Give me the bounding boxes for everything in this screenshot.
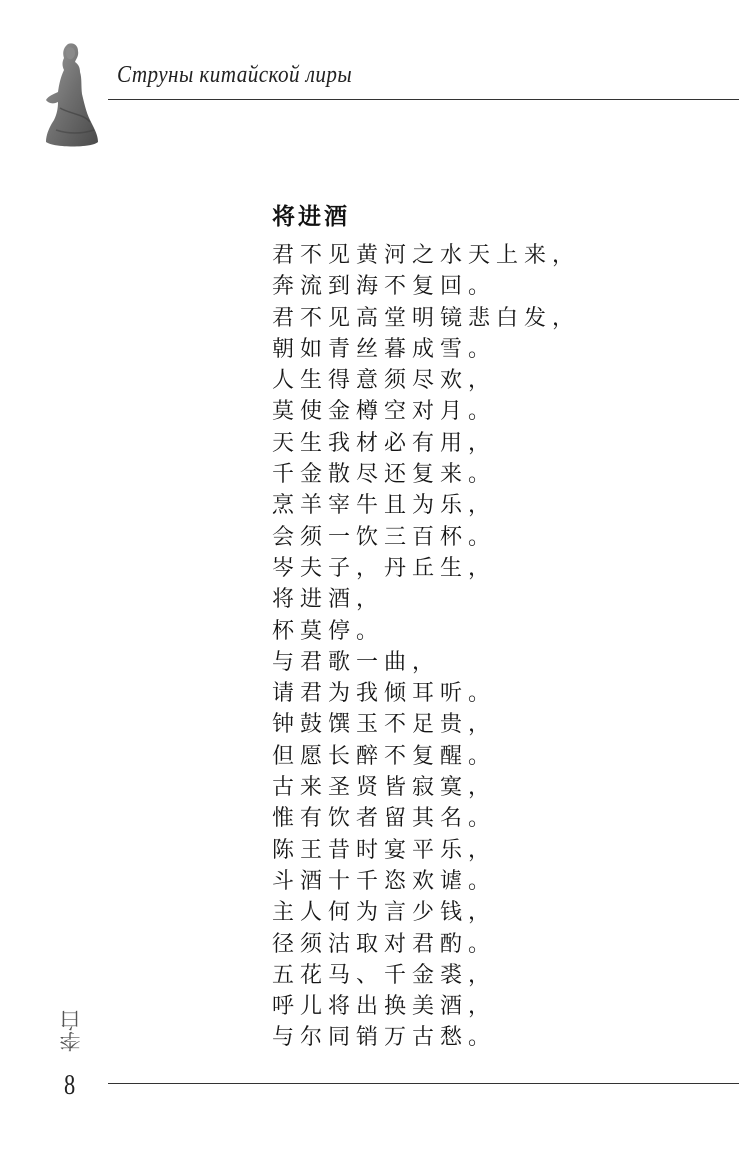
- poem-body: [272, 240, 580, 1054]
- footer-rule: [108, 1083, 739, 1084]
- poem-line: 径须沽取对君酌。: [272, 931, 497, 957]
- poem-line: 奔流到海不复回。: [272, 274, 497, 300]
- poem-line: 钟鼓馔玉不足贵，: [272, 712, 497, 738]
- poem-line: 千金散尽还复来。: [272, 462, 497, 488]
- author-name: 李白: [59, 1010, 83, 1052]
- poem-line: 呼儿将出换美酒，: [272, 994, 497, 1020]
- poem-line: 天生我材必有用，: [272, 430, 497, 456]
- poem-line: 朝如青丝暮成雪。: [272, 336, 497, 362]
- poem-line: 人生得意须尽欢，: [272, 368, 497, 394]
- poem-line: 与君歌一曲，: [272, 649, 441, 675]
- seated-figurine-icon: [40, 42, 104, 150]
- poem-line: 君不见高堂明镜悲白发，: [272, 305, 581, 331]
- poem-line: 陈王昔时宴平乐，: [272, 837, 497, 863]
- poem-line: 将进酒，: [272, 587, 385, 613]
- poem-line: 莫使金樽空对月。: [272, 399, 497, 425]
- poem-title: 将进酒: [272, 204, 350, 230]
- poem-line: 惟有饮者留其名。: [272, 806, 497, 832]
- poem-line: 杯莫停。: [272, 618, 385, 644]
- poem-line: 烹羊宰牛且为乐，: [272, 493, 497, 519]
- page-number: 8: [64, 1070, 76, 1101]
- poem-line: 与尔同销万古愁。: [272, 1025, 497, 1051]
- poem-line: 五花马、千金裘，: [272, 962, 497, 988]
- poem-line: 君不见黄河之水天上来，: [272, 243, 581, 268]
- poem-line: 岑夫子，丹丘生，: [272, 555, 497, 581]
- poem-line: 但愿长醉不复醒。: [272, 743, 497, 769]
- poem-line: 会须一饮三百杯。: [272, 524, 497, 550]
- poem-line: 古来圣贤皆寂寞，: [272, 775, 497, 801]
- running-title: Струны китайской лиры: [117, 62, 353, 88]
- poem-line: 请君为我倾耳听。: [272, 681, 497, 707]
- poem-line: 斗酒十千恣欢谑。: [272, 868, 497, 894]
- poem-line: 主人何为言少钱，: [272, 900, 497, 926]
- header-rule: [108, 99, 739, 100]
